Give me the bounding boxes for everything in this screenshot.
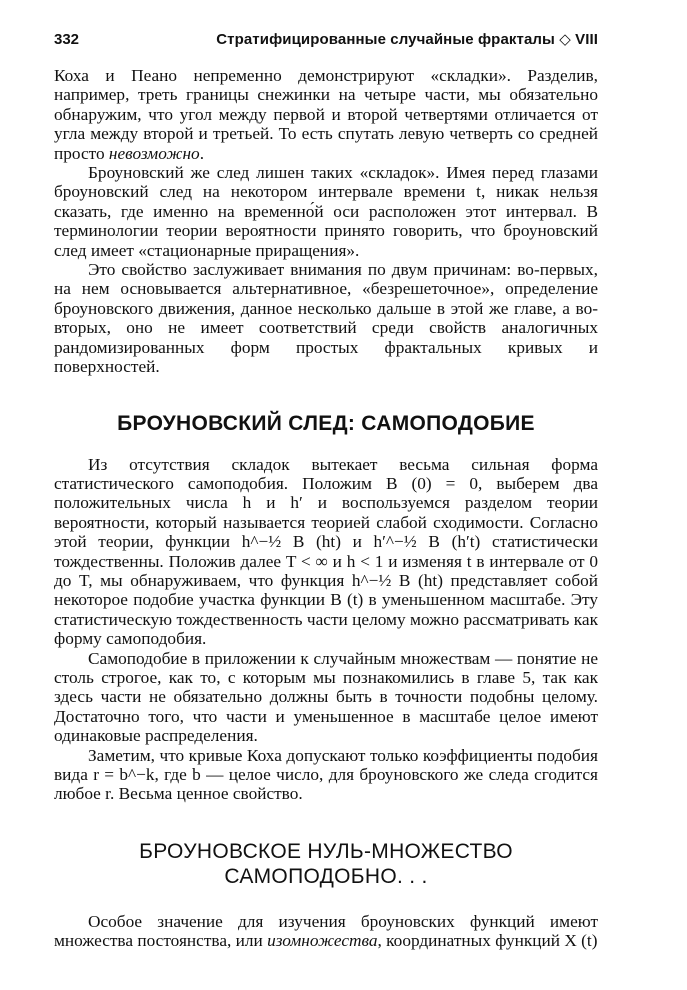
- section2-text: [54, 912, 598, 951]
- paragraph: Самоподобие в приложении к случайным множествам — понятие не столь строгое, как то, с которым мы познакомились в главе 5, так как здесь части не обязательно должны быть в точности подобны целому. Достаточно того, что части и уменьшенное в масштабе целое имеют одинаковые распределения.: [54, 648, 598, 746]
- paragraph: Из отсутствия складок вытекает весьма сильная форма статистического самоподобия. Положим B (0) = 0, выберем два положительных числа h и h′ и воспользуемся разделом теории вероятности, который называется теорией слабой сходимости. Согласно этой теории, функции h^−½ B (ht) и h′^−½ B (h′t) статистически тождественны. Положив далее T < ∞ и h < 1 и изменяя t в интервале от 0 до T, мы обнаруживаем, что функция h^−½ B (ht) представляет собой некоторое подобие участка функции B (t) в уменьшенном масштабе. Эту статистическую тождественность части целому можно рассматривать как форму самоподобия.: [54, 454, 598, 649]
- paragraph: Заметим, что кривые Коха допускают только коэффициенты подобия вида r = b^−k, где b — целое число, для броуновского же следа сгодится любое r. Весьма ценное свойство.: [54, 745, 598, 804]
- section-heading-line: САМОПОДОБНО. . .: [224, 864, 428, 888]
- page: [54, 30, 598, 970]
- page-number: 332: [54, 31, 80, 48]
- paragraph: Особое значение для изучения броуновских функций имеют множества постоянства, или изомножества, координатных функций X (t): [54, 911, 598, 951]
- intro-text: [54, 66, 598, 377]
- paragraph: Коха и Пеано непременно демонстрируют «складки». Разделив, например, треть границы снежинки на четыре части, мы обязательно обнаружим, что угол между первой и второй четвертями отличается от угла между второй и третьей. То есть спутать левую четверть со средней просто невозможно.: [54, 66, 598, 163]
- section-heading: [54, 839, 598, 889]
- running-header: [54, 30, 598, 56]
- section-heading-line: БРОУНОВСКОЕ НУЛЬ-МНОЖЕСТВО: [139, 839, 513, 863]
- paragraph: Броуновский же след лишен таких «складок». Имея перед глазами броуновский след на некотором интервале времени t, никак нельзя сказать, где именно на временно́й оси расположен этот интервал. В терминологии теории вероятности принято говорить, что броуновский след имеет «стационарные приращения».: [54, 163, 598, 260]
- section-heading: БРОУНОВСКИЙ СЛЕД: САМОПОДОБИЕ: [117, 411, 535, 435]
- paragraph: Это свойство заслуживает внимания по двум причинам: во-первых, на нем основывается альтернативное, «безрешеточное», определение броуновского движения, данное несколько дальше в этой же главе, а во-вторых, оно не имеет соответствий среди свойств аналогичных рандомизированных форм простых фрактальных кривых и поверхностей.: [54, 260, 598, 377]
- running-title: Стратифицированные случайные фракталы ◇ VIII: [216, 31, 598, 48]
- section1-text: [54, 455, 598, 804]
